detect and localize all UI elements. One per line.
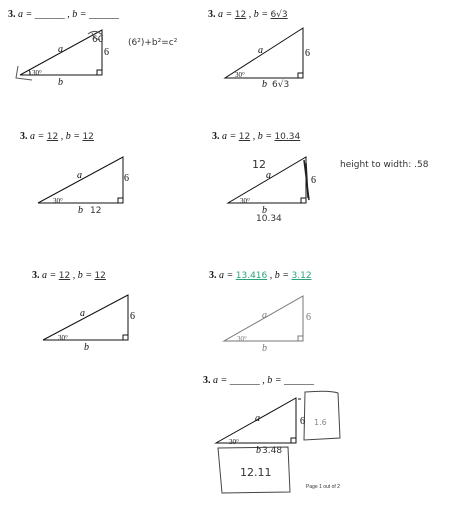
angle-label: 30° <box>58 334 68 342</box>
side-6-label: 6 <box>306 312 311 323</box>
page-footer: Page 1 out of 2 <box>306 484 340 490</box>
a-answer: ______ <box>34 9 65 20</box>
handwritten-b-side: 10.34 <box>256 214 282 224</box>
problem-4-answer-line: 3. a = 12 , b = 10.34 <box>212 131 301 142</box>
angle-label: 30° <box>240 197 250 205</box>
side-6-label: 6 <box>130 311 135 322</box>
side-6-label: 6 <box>311 175 316 186</box>
side-6-label: 6 <box>300 416 305 427</box>
problem-5-answer-line: 3. a = 12 , b = 12 <box>32 270 106 281</box>
side-a-label: a <box>262 310 267 321</box>
problem-7-answer-line: 3. a = ______ , b = ______ <box>203 375 314 386</box>
angle-label: 30° <box>32 69 42 77</box>
handwritten-angle: 60 <box>92 35 104 45</box>
b-answer: ______ <box>89 9 119 20</box>
problem-number: 3. <box>8 9 16 20</box>
side-b-label: b <box>262 205 267 216</box>
handwritten-b-side: 6√3 <box>272 80 290 90</box>
side-6-label: 6 <box>104 47 109 58</box>
side-a-label: a <box>258 45 263 56</box>
angle-label: 30° <box>53 197 63 205</box>
handwritten-pythagoras-note: (6²)+b²=c² <box>128 38 178 48</box>
handwritten-a-side: 12 <box>252 158 266 171</box>
side-a-label: a <box>255 413 260 424</box>
b-label: , b = <box>67 9 87 20</box>
angle-label: 30° <box>237 335 247 343</box>
problem-2-answer-line: 3. a = 12 , b = 6√3 <box>208 9 288 20</box>
handwritten-b-side: 12 <box>90 206 102 216</box>
handwritten-box-value: 12.11 <box>240 466 272 479</box>
problem-3-answer-line: 3. a = 12 , b = 12 <box>20 131 94 142</box>
side-a-label: a <box>80 308 85 319</box>
side-6-label: 6 <box>124 173 129 184</box>
side-b-label: b <box>58 77 63 88</box>
b-answer: 6√3 <box>270 10 288 20</box>
angle-label: 30° <box>229 438 239 446</box>
handwritten-ratio-note: height to width: .58 <box>340 160 429 170</box>
a-answer: 12 <box>234 10 247 20</box>
side-b-label: b <box>262 343 267 354</box>
a-label: a = <box>18 9 33 20</box>
side-a-label: a <box>266 170 271 181</box>
side-6-label: 6 <box>305 48 310 59</box>
side-b-label: b <box>256 445 261 456</box>
problem-6-answer-line: 3. a = 13.416 , b = 3.12 <box>209 270 312 281</box>
triangle-p5 <box>43 295 128 340</box>
side-b-label: b <box>262 79 267 90</box>
side-b-label: b <box>84 342 89 353</box>
handwritten-b-side: 3.48 <box>262 446 283 456</box>
handwritten-box-value-2: 1.6 <box>314 418 327 427</box>
side-a-label: a <box>58 44 63 55</box>
side-b-label: b <box>78 205 83 216</box>
side-a-label: a <box>77 170 82 181</box>
problem-1-answer-line <box>8 9 119 21</box>
angle-label: 30° <box>235 71 245 79</box>
